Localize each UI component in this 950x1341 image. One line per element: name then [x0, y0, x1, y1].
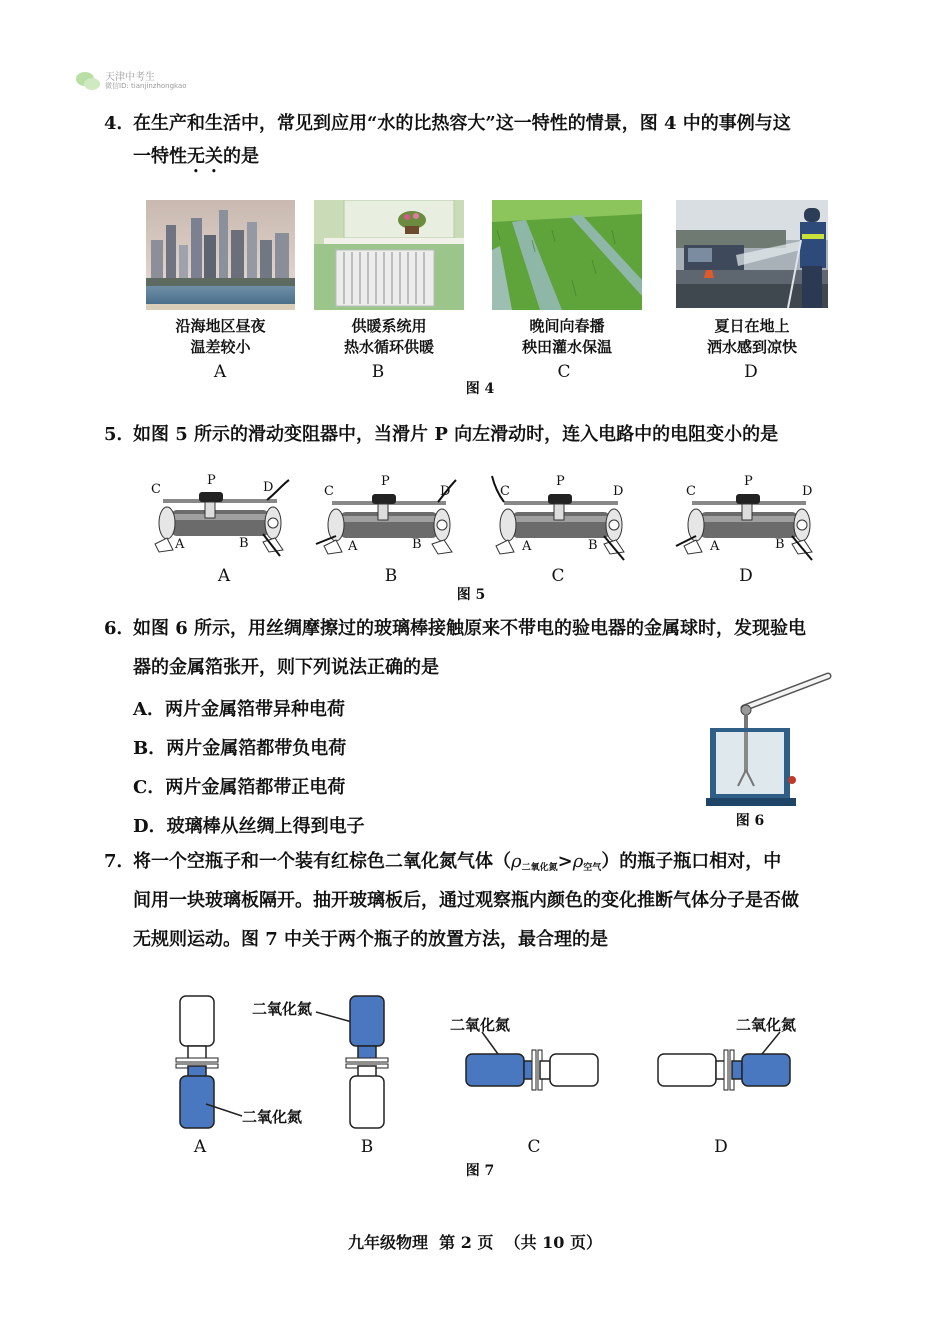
rheostat-b-label-c: C [324, 484, 334, 499]
radiator-photo [314, 200, 464, 310]
figure-5-label: 图 5 [456, 587, 486, 603]
q4-text-line2 [133, 145, 259, 177]
page-footer: 九年级物理 第 2 页 （共 10 页） [348, 1233, 602, 1252]
rheostat-b [314, 474, 464, 564]
rheostat-c-label-c: C [500, 484, 510, 499]
q7-text-line3: 无规则运动。图 7 中关于两个瓶子的放置方法，最合理的是 [133, 929, 609, 950]
bottles-d-gas-label: 二氧化氮 [736, 1016, 797, 1034]
q7-text-line2: 间用一块玻璃板隔开。抽开玻璃板后，通过观察瓶内颜色的变化推断气体分子是否做 [133, 890, 799, 911]
rheostat-c-letter: C [551, 566, 565, 586]
q7-sub-air: 空气 [583, 863, 602, 873]
rheostat-c-label-b: B [588, 538, 598, 553]
electroscope-figure [700, 668, 840, 808]
rheostat-c-label-d: D [613, 484, 624, 499]
bottles-c-letter: C [527, 1137, 541, 1157]
q4-option-c-caption-line1: 晚间向春播 [529, 317, 605, 335]
q7-gt: > [557, 851, 573, 872]
coastal-city-photo [146, 200, 295, 310]
rheostat-b-label-d: D [440, 484, 451, 499]
street-sprinkling-photo [676, 200, 828, 308]
q4-option-c-caption [492, 316, 642, 358]
watermark-name: 天津中考生 [105, 72, 155, 83]
figure-6-label: 图 6 [735, 813, 765, 829]
rheostat-a-label-p: P [207, 473, 216, 488]
q4-option-a-caption-line1: 沿海地区昼夜 [175, 317, 266, 335]
q7-sub-no2: 二氧化氮 [521, 863, 558, 873]
q4-emphasis: 无关 [187, 146, 223, 167]
q4-option-a-caption [146, 316, 295, 358]
watermark-wechat: 微信ID: tianjinzhongkao [105, 82, 187, 90]
q4-option-c-letter: C [557, 362, 571, 382]
bottles-b [252, 994, 402, 1134]
q4-line2-post: 的是 [223, 146, 259, 167]
q6-option-d: D．玻璃棒从丝绸上得到电子 [133, 816, 365, 837]
rheostat-a-label-d: D [263, 480, 274, 495]
rheostat-d-letter: D [739, 566, 753, 586]
q7-number: 7． [104, 851, 135, 872]
wechat-logo-icon [75, 70, 101, 92]
rheostat-a-letter: A [217, 566, 231, 586]
q4-option-a-letter: A [213, 362, 227, 382]
q4-option-d-caption-line2: 洒水感到凉快 [706, 338, 797, 356]
bottles-a-letter: A [193, 1137, 207, 1157]
q4-line2-pre: 一特性 [133, 146, 187, 167]
q7-rho-no2: ρ [511, 851, 522, 872]
q5-number: 5． [104, 424, 135, 445]
rheostat-c-label-p: P [556, 474, 565, 489]
rheostat-a [145, 472, 295, 562]
q6-option-a: A．两片金属箔带异种电荷 [133, 699, 345, 720]
rheostat-c-label-a: A [522, 539, 532, 554]
rheostat-b-label-a: A [348, 539, 358, 554]
rheostat-a-label-b: B [239, 536, 249, 551]
q7-text-line1 [133, 850, 781, 880]
rheostat-d-label-c: C [686, 484, 696, 499]
bottles-d [650, 1012, 810, 1092]
bottles-a-gas-label: 二氧化氮 [242, 1108, 303, 1126]
rice-field-photo [492, 200, 642, 310]
q6-number: 6． [104, 618, 135, 639]
q4-option-c-caption-line2: 秧田灌水保温 [521, 338, 612, 356]
bottles-c [446, 1012, 606, 1092]
q4-option-d-caption [676, 316, 828, 358]
q4-option-b-caption-line1: 供暖系统用 [351, 317, 427, 335]
figure-7-label: 图 7 [465, 1163, 495, 1179]
rheostat-a-label-c: C [151, 482, 161, 497]
rheostat-d [674, 474, 824, 564]
q6-text-line1: 如图 6 所示，用丝绸摩擦过的玻璃棒接触原来不带电的验电器的金属球时，发现验电 [133, 618, 807, 639]
figure-4-label: 图 4 [465, 381, 495, 397]
rheostat-c [486, 474, 636, 564]
rheostat-d-label-p: P [744, 474, 753, 489]
watermark [75, 68, 235, 96]
bottles-d-letter: D [714, 1137, 728, 1157]
q7-line1-post: ）的瓶子瓶口相对，中 [601, 851, 782, 872]
rheostat-b-label-p: P [381, 474, 390, 489]
q4-option-d-caption-line1: 夏日在地上 [714, 317, 790, 335]
rheostat-d-label-b: B [775, 537, 785, 552]
q4-option-b-caption-line2: 热水循环供暖 [343, 338, 434, 356]
bottles-b-gas-label: 二氧化氮 [252, 1000, 313, 1018]
q5-text: 如图 5 所示的滑动变阻器中，当滑片 P 向左滑动时，连入电路中的电阻变小的是 [133, 424, 779, 445]
bottles-b-letter: B [360, 1137, 374, 1157]
rheostat-b-letter: B [384, 566, 398, 586]
rheostat-a-label-a: A [175, 537, 185, 552]
rheostat-d-label-a: A [710, 539, 720, 554]
q6-text-line2: 器的金属箔张开，则下列说法正确的是 [133, 657, 439, 678]
q4-number: 4． [104, 113, 135, 134]
bottles-c-gas-label: 二氧化氮 [450, 1016, 511, 1034]
q4-option-d-letter: D [744, 362, 758, 382]
q4-option-b-letter: B [371, 362, 385, 382]
q6-option-c: C．两片金属箔都带正电荷 [133, 777, 346, 798]
q4-option-a-caption-line2: 温差较小 [190, 338, 251, 356]
q7-line1-pre: 将一个空瓶子和一个装有红棕色二氧化氮气体（ [133, 851, 511, 872]
rheostat-b-label-b: B [412, 537, 422, 552]
q4-option-b-caption [314, 316, 464, 358]
q6-option-b: B．两片金属箔都带负电荷 [133, 738, 347, 759]
q4-text-line1: 在生产和生活中，常见到应用“水的比热容大”这一特性的情景，图 4 中的事例与这 [133, 113, 791, 134]
q7-rho-air: ρ [572, 851, 584, 872]
rheostat-d-label-d: D [802, 484, 813, 499]
